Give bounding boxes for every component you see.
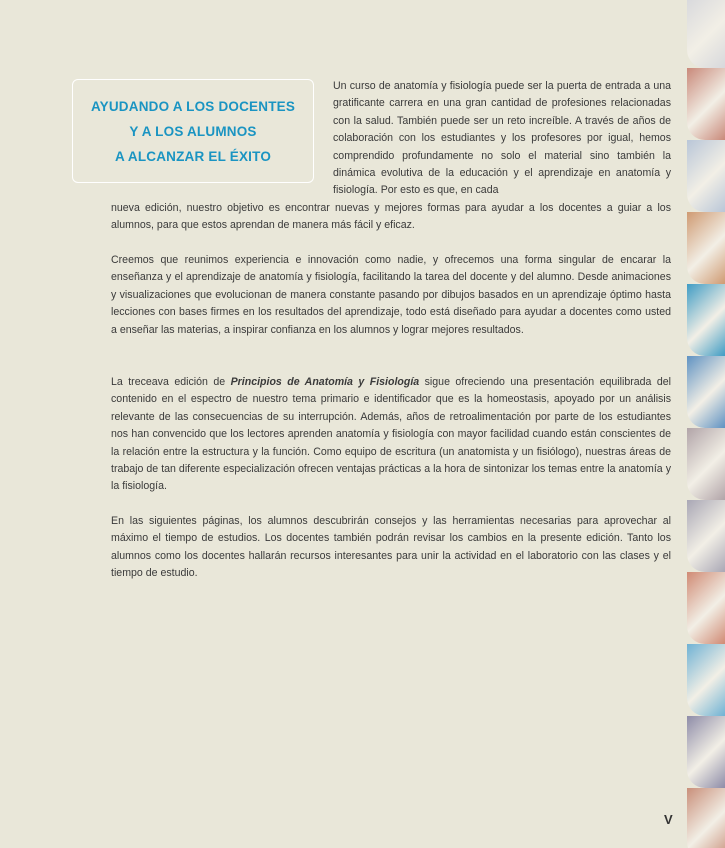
anatomy-tile <box>687 716 725 788</box>
anatomy-tile <box>687 500 725 572</box>
paragraph-3 <box>111 374 671 496</box>
anatomy-tile <box>687 788 725 848</box>
anatomy-tile <box>687 428 725 500</box>
callout-box <box>72 79 314 183</box>
book-title: Principios de Anatomía y Fisiología <box>230 376 420 388</box>
paragraph-4: En las siguientes páginas, los alumnos descubrirán consejos y las herramientas necesarias para aprovechar al máximo el tiempo de estudios. Los docentes también podrán revisar los cambios en la presente edición. Tanto los alumnos como los docentes hallarán recursos interesantes para unir la actividad en el laboratorio con las clases y el tiempo de estudio. <box>111 515 671 580</box>
callout-line-1: AYUDANDO A LOS DOCENTES <box>90 99 296 114</box>
intro-paragraph-continued: nueva edición, nuestro objetivo es encontrar nuevas y mejores formas para ayudar a los docentes a guiar a los alumnos, para que estos aprendan de manera más fácil y eficaz. <box>111 202 671 232</box>
anatomy-image-strip <box>687 0 725 848</box>
anatomy-tile <box>687 212 725 284</box>
callout-line-2: Y A LOS ALUMNOS <box>129 124 257 139</box>
anatomy-tile <box>687 140 725 212</box>
anatomy-tile <box>687 572 725 644</box>
paragraph-3-body: sigue ofreciendo una presentación equilibrada del contenido en el espectro de nuestro tema primario e identificador que es la homeostasis, apoyado por un análisis relevante de las consecuencias de su interrupción. Además, años de retroalimentación por parte de los estudiantes nos han convencido que los lectores aprenden anatomía y fisiología con mayor facilidad cuando están conscientes de la relación entre la estructura y la función. Como equipo de escritura (un anatomista y un fisiólogo), nuestras áreas de trabajo de tan diferente especialización ofrecen ventajas prácticas a la hora de sintonizar los temas entre la anatomía y la fisiología. <box>111 376 672 493</box>
anatomy-tile <box>687 356 725 428</box>
paragraph-2: Creemos que reunimos experiencia e innovación como nadie, y ofrecemos una forma singular de encarar la enseñanza y el aprendizaje de anatomía y fisiología, facilitando la tarea del docente y del alumno. Desde animaciones y visualizaciones que evolucionan de manera constante pasando por dibujos basados en un aprendizaje óptimo hasta lecciones con bases firmes en los resultados del aprendizaje, todo está diseñado para ayudar a docentes como usted a enseñar las materias, a inspirar confianza en los alumnos y lograr mejores resultados. <box>111 254 671 336</box>
anatomy-tile <box>687 0 725 68</box>
anatomy-tile <box>687 68 725 140</box>
anatomy-tile <box>687 644 725 716</box>
page-number: V <box>664 812 673 827</box>
paragraph-3-lead: La treceava edición de <box>111 376 231 388</box>
intro-paragraph: Un curso de anatomía y fisiología puede ser la puerta de entrada a una gratificante carrera en una gran cantidad de profesiones relacionadas con la salud. También puede ser un reto increíble. A través de años de colaboración con los estudiantes y los profesores por igual, hemos comprendido profundamente no solo el material sino también la dinámica evolutiva de la educación y el aprendizaje en anatomía y fisiología. Por esto es que, en cada <box>333 80 671 197</box>
callout-line-3: A ALCANZAR EL ÉXITO <box>114 149 272 164</box>
anatomy-tile <box>687 284 725 356</box>
